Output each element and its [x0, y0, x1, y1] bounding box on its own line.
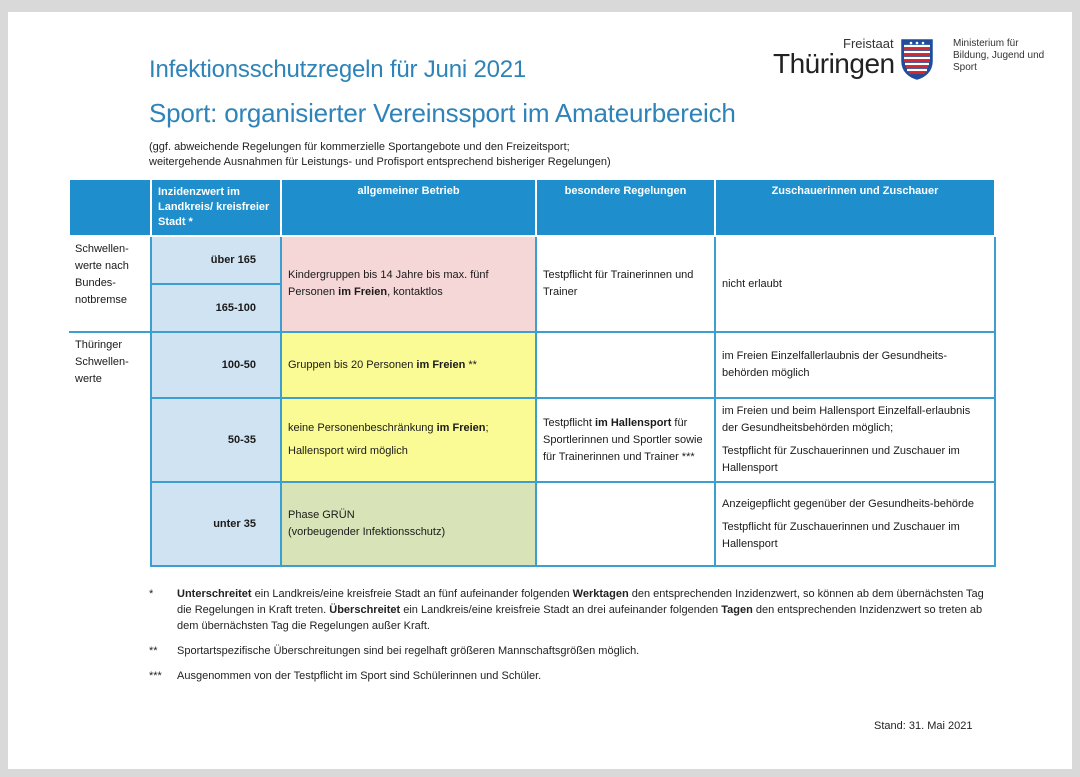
footnote-3-mark: *** — [149, 670, 162, 682]
table-header-row — [69, 179, 995, 236]
general-cell-under-35 — [281, 482, 536, 566]
footnote-1-bold-e: Überschreitet — [329, 604, 401, 616]
special-50-text: Testpflicht — [543, 416, 595, 429]
table-row — [69, 332, 995, 398]
general-cell-high — [281, 236, 536, 332]
header-general: allgemeiner Betrieb — [281, 179, 536, 236]
special-50-bold: im Hallensport — [594, 416, 672, 429]
incidence-100-50: 100-50 — [151, 332, 281, 398]
special-cell-100-50 — [536, 332, 715, 398]
general-35-line1: Phase GRÜN — [288, 509, 355, 521]
footnote-2-mark: ** — [149, 645, 158, 657]
general-cell-100-50 — [281, 332, 536, 398]
footnote-2 — [149, 643, 989, 659]
general-100-bold: im Freien — [416, 358, 466, 371]
footnote-1-text-d: den entsprechenden Inzidenzwert, so können ab dem übernächsten Tag die Regelungen in Kraft treten. — [177, 588, 984, 616]
scope-note — [149, 140, 769, 170]
incidence-under-35: unter 35 — [151, 482, 281, 566]
footnote-1-bold-g: Tagen — [721, 604, 753, 616]
date-stand: Stand: 31. Mai 2021 — [874, 720, 973, 732]
footnote-1-bold-c: Werktagen — [572, 588, 629, 600]
logo-ministry: Ministerium für Bildung, Jugend und Sport — [953, 38, 1045, 73]
general-cell-50-35 — [281, 398, 536, 482]
incidence-165-100: 165-100 — [151, 284, 281, 332]
general-100-tail: ** — [465, 358, 477, 371]
header-spectators: Zuschauerinnen und Zuschauer — [715, 179, 995, 236]
incidence-over-165: über 165 — [151, 236, 281, 284]
footnote-3-text: Ausgenommen von der Testpflicht im Sport sind Schülerinnen und Schüler. — [177, 670, 542, 682]
general-high-bold: im Freien — [338, 286, 388, 298]
spectators-cell-high: nicht erlaubt — [715, 236, 995, 332]
footnote-3 — [149, 668, 989, 684]
scope-note-line1: (ggf. abweichende Regelungen für kommerzielle Sportangebote und den Freizeitsport; — [149, 141, 570, 153]
footnotes — [149, 586, 989, 693]
group-label-federal: Schwellen-werte nach Bundes-notbremse — [69, 236, 151, 332]
table-row — [69, 482, 995, 566]
general-50-line1 — [288, 420, 529, 437]
special-cell-50-35 — [536, 398, 715, 482]
special-50-tail: für Sportlerinnen und Sportler sowie für Trainerinnen und Trainer *** — [543, 416, 703, 463]
general-50-line2: Hallensport wird möglich — [288, 445, 408, 457]
general-50-tail: ; — [485, 422, 489, 434]
special-cell-high: Testpflicht für Trainerinnen und Trainer — [536, 236, 715, 332]
incidence-50-35: 50-35 — [151, 398, 281, 482]
general-high-tail: , kontaktlos — [387, 286, 443, 298]
logo-thuringen: Thüringen — [773, 48, 895, 79]
title-month: Infektionsschutzregeln für Juni 2021 — [149, 56, 527, 83]
general-35-line2: (vorbeugender Infektionsschutz) — [288, 526, 446, 538]
general-50-bold: im Freien — [436, 422, 486, 434]
group-label-thuringia: Thüringer Schwellen-werte — [69, 332, 151, 566]
rules-table — [68, 178, 996, 567]
document-page — [8, 12, 1072, 769]
title-sport: Sport: organisierter Vereinssport im Amateurbereich — [149, 98, 736, 128]
footnote-1 — [149, 586, 989, 634]
header-incidence: Inzidenzwert im Landkreis/ kreisfreier Stadt * — [151, 179, 281, 236]
spectators-cell-100-50: im Freien Einzelfallerlaubnis der Gesundheits-behörden möglich — [715, 332, 995, 398]
table-row — [69, 398, 995, 482]
header-blank-cell — [69, 179, 151, 236]
footnote-1-text-b: ein Landkreis/eine kreisfreie Stadt an fünf aufeinander folgenden — [251, 588, 573, 600]
spectators-50-line1: im Freien und beim Hallensport Einzelfall-erlaubnis der Gesundheitsbehörden möglich; — [722, 405, 971, 434]
spectators-50-line2: Testpflicht für Zuschauerinnen und Zuschauer im Hallensport — [722, 445, 960, 474]
footnote-2-text: Sportartspezifische Überschreitungen sind bei regelhaft größeren Mannschaftsgrößen möglich. — [177, 645, 640, 657]
table-row — [69, 236, 995, 284]
footnote-1-text-h: den entsprechenden Inzidenzwert so treten ab dem übernächsten Tag die Regelungen außer Kraft. — [177, 604, 983, 632]
general-50-text: keine Personenbeschränkung — [288, 422, 437, 434]
general-high-text: Kindergruppen bis 14 Jahre bis max. fünf Personen — [288, 269, 489, 298]
spectators-cell-50-35 — [715, 398, 995, 482]
spectators-35-line2: Testpflicht für Zuschauerinnen und Zuschauer im Hallensport — [722, 520, 960, 550]
footnote-1-bold-a: Unterschreitet — [177, 588, 252, 600]
logo-freistaat: Freistaat — [843, 36, 894, 51]
special-cell-under-35 — [536, 482, 715, 566]
spectators-cell-under-35 — [715, 482, 995, 566]
scope-note-line2: weitergehende Ausnahmen für Leistungs- und Profisport entsprechend bisheriger Regelungen) — [149, 156, 611, 168]
footnote-1-mark: * — [149, 588, 154, 600]
thuringia-coat-of-arms-icon — [899, 37, 935, 81]
thuringia-logo — [773, 34, 1053, 94]
footnote-1-text-f: ein Landkreis/eine kreisfreie Stadt an drei aufeinander folgenden — [400, 604, 722, 616]
general-100-text: Gruppen bis 20 Personen — [288, 358, 417, 371]
spectators-35-line1: Anzeigepflicht gegenüber der Gesundheits-behörde — [722, 497, 974, 510]
header-special: besondere Regelungen — [536, 179, 715, 236]
